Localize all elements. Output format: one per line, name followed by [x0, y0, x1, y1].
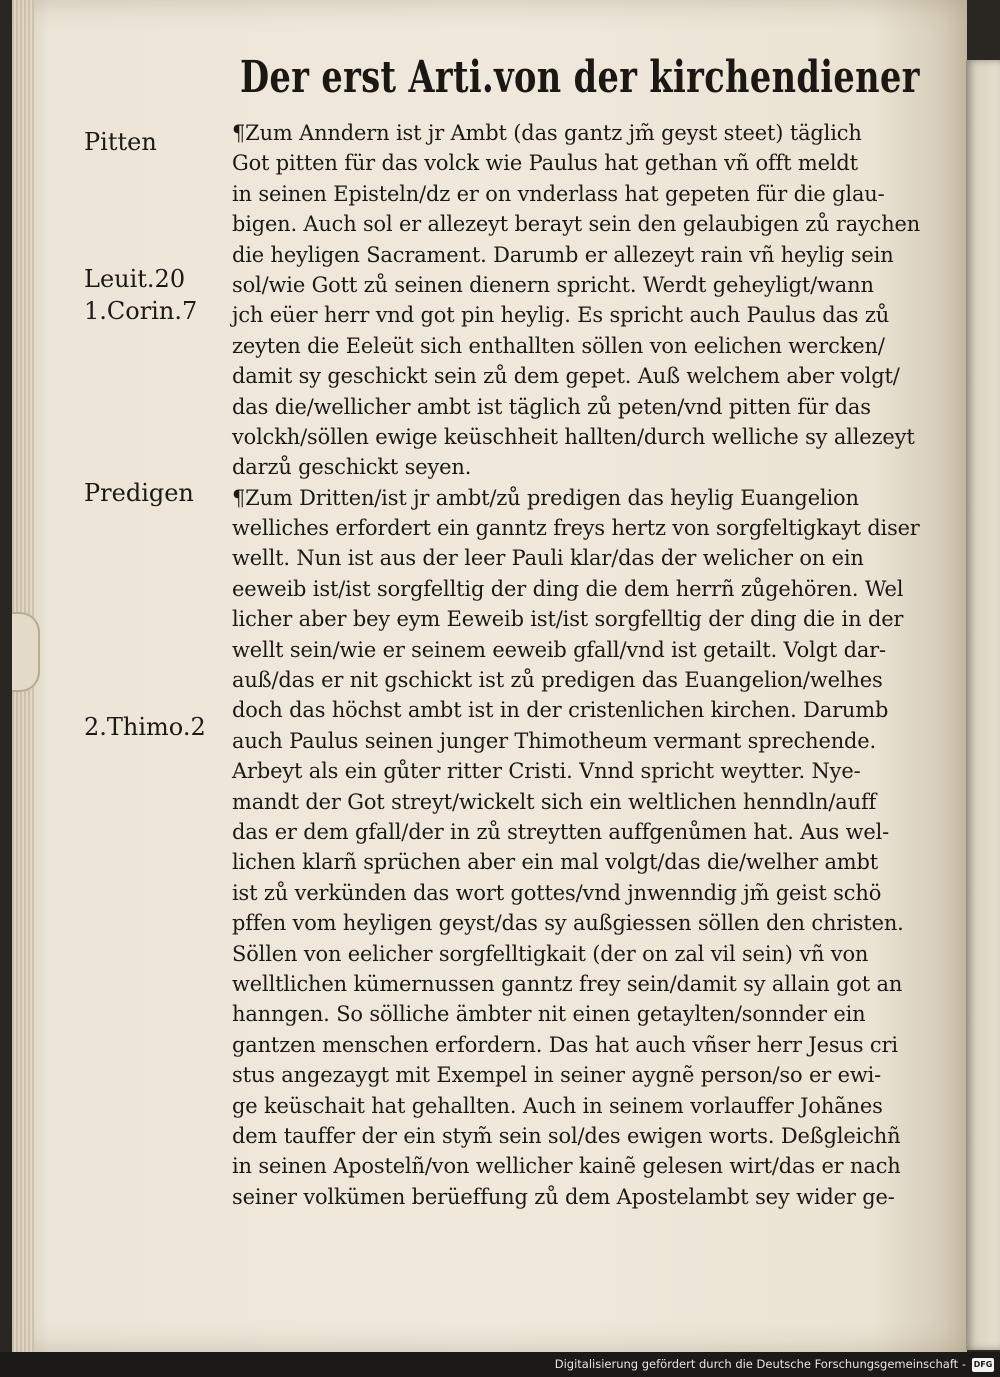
book-page: [12, 0, 967, 1352]
text-line: Got pitten für das volck wie Paulus hat gethan vñ offt meldt: [232, 151, 858, 176]
text-line: gantzen menschen erfordern. Das hat auch vñser herr Jesus cri: [232, 1032, 898, 1057]
text-line: zeyten die Eeleüt sich enthallten söllen von eelichen wercken/: [232, 333, 885, 358]
text-line: in seinen Apostelñ/von wellicher kainẽ gelesen wirt/das er nach: [232, 1154, 901, 1179]
adjacent-page-edge: [966, 60, 1000, 1350]
text-line: auch Paulus seinen junger Thimotheum vermant sprechende.: [232, 728, 877, 753]
main-text-block: [232, 118, 922, 1212]
text-line: das er dem gfall/der in zů streytten auffgenůmen hat. Aus wel-: [232, 819, 890, 844]
text-line: doch das höchst ambt ist in der cristenlichen kirchen. Darumb: [232, 698, 889, 723]
text-line: dem tauffer der ein stym̃ sein sol/des ewigen worts. Deßgleichñ: [232, 1123, 901, 1148]
margin-note-leuit: Leuit.20: [84, 265, 186, 293]
text-line: wellt. Nun ist aus der leer Pauli klar/das der welicher on ein: [232, 546, 864, 571]
text-line: ¶Zum Dritten/ist jr ambt/zů predigen das heylig Euangelion: [232, 485, 859, 510]
running-title: Der erst Arti.von der kirchendiener: [240, 52, 920, 103]
page-tab-marker: [12, 612, 40, 692]
margin-note-predigen: Predigen: [84, 479, 194, 507]
text-line: darzů geschickt seyen.: [232, 455, 472, 480]
text-line: Arbeyt als ein gůter ritter Cristi. Vnnd spricht weytter. Nye-: [232, 759, 861, 784]
text-line: die heyligen Sacrament. Darumb er allezeyt rain vñ heylig sein: [232, 242, 894, 267]
text-line: welltlichen kümernussen ganntz frey sein/damit sy allain got an: [232, 971, 903, 996]
digitization-footer: Digitalisierung gefördert durch die Deutsche Forschungsgemeinschaft -: [0, 1352, 1000, 1377]
text-line: auß/das er nit gschickt ist zů predigen das Euangelion/welhes: [232, 668, 883, 693]
text-line: licher aber bey eym Eeweib ist/ist sorgfelltig der ding die in der: [232, 607, 904, 632]
text-line: ist zů verkünden das wort gottes/vnd jnwenndig jm̃ geist schö: [232, 880, 882, 905]
text-line: damit sy geschickt sein zů dem gepet. Auß welchem aber volgt/: [232, 364, 900, 389]
dfg-logo: DFG: [972, 1358, 994, 1372]
margin-note-thimo: 2.Thimo.2: [84, 713, 206, 741]
margin-note-pitten: Pitten: [84, 128, 157, 156]
text-line: Söllen von eelicher sorgfelltigkait (der on zal vil sein) vñ von: [232, 941, 869, 966]
text-line: seiner volkümen berüeffung zů dem Apostelambt sey wider ge-: [232, 1184, 895, 1209]
text-line: lichen klarñ sprüchen aber ein mal volgt/das die/welher ambt: [232, 850, 879, 875]
text-line: hanngen. So sölliche ämbter nit einen getaylten/sonnder ein: [232, 1002, 866, 1027]
text-line: stus angezaygt mit Exempel in seiner aygnẽ person/so er ewi-: [232, 1063, 882, 1088]
text-line: sol/wie Gott zů seinen dienern spricht. Werdt geheyligt/wann: [232, 272, 874, 297]
text-line: ge keüschait hat gehallten. Auch in seinem vorlauffer Johãnes: [232, 1093, 883, 1118]
text-line: eeweib ist/ist sorgfelltig der ding die dem herrñ zůgehören. Wel: [232, 576, 904, 601]
text-line: pffen vom heyligen geyst/das sy außgiessen söllen den christen.: [232, 911, 904, 936]
text-line: in seinen Episteln/dz er on vnderlass hat gepeten für die glau-: [232, 181, 885, 206]
text-line: wellt sein/wie er seinem eeweib gfall/vnd ist getailt. Volgt dar-: [232, 637, 886, 662]
text-line: mandt der Got streyt/wickelt sich ein weltlichen henndln/auff: [232, 789, 877, 814]
text-line: jch eüer herr vnd got pin heylig. Es spricht auch Paulus das zů: [232, 303, 890, 328]
margin-note-corin: 1.Corin.7: [84, 297, 198, 325]
text-line: welliches erfordert ein ganntz freys hertz von sorgfeltigkayt diser: [232, 516, 920, 541]
text-line: das die/wellicher ambt ist täglich zů peten/vnd pitten für das: [232, 394, 871, 419]
text-line: volckh/söllen ewige keüschheit hallten/durch welliche sy allezeyt: [232, 424, 915, 449]
text-line: bigen. Auch sol er allezeyt berayt sein den gelaubigen zů raychen: [232, 212, 920, 237]
text-line: ¶Zum Anndern ist jr Ambt (das gantz jm̃ geyst steet) täglich: [232, 121, 862, 145]
